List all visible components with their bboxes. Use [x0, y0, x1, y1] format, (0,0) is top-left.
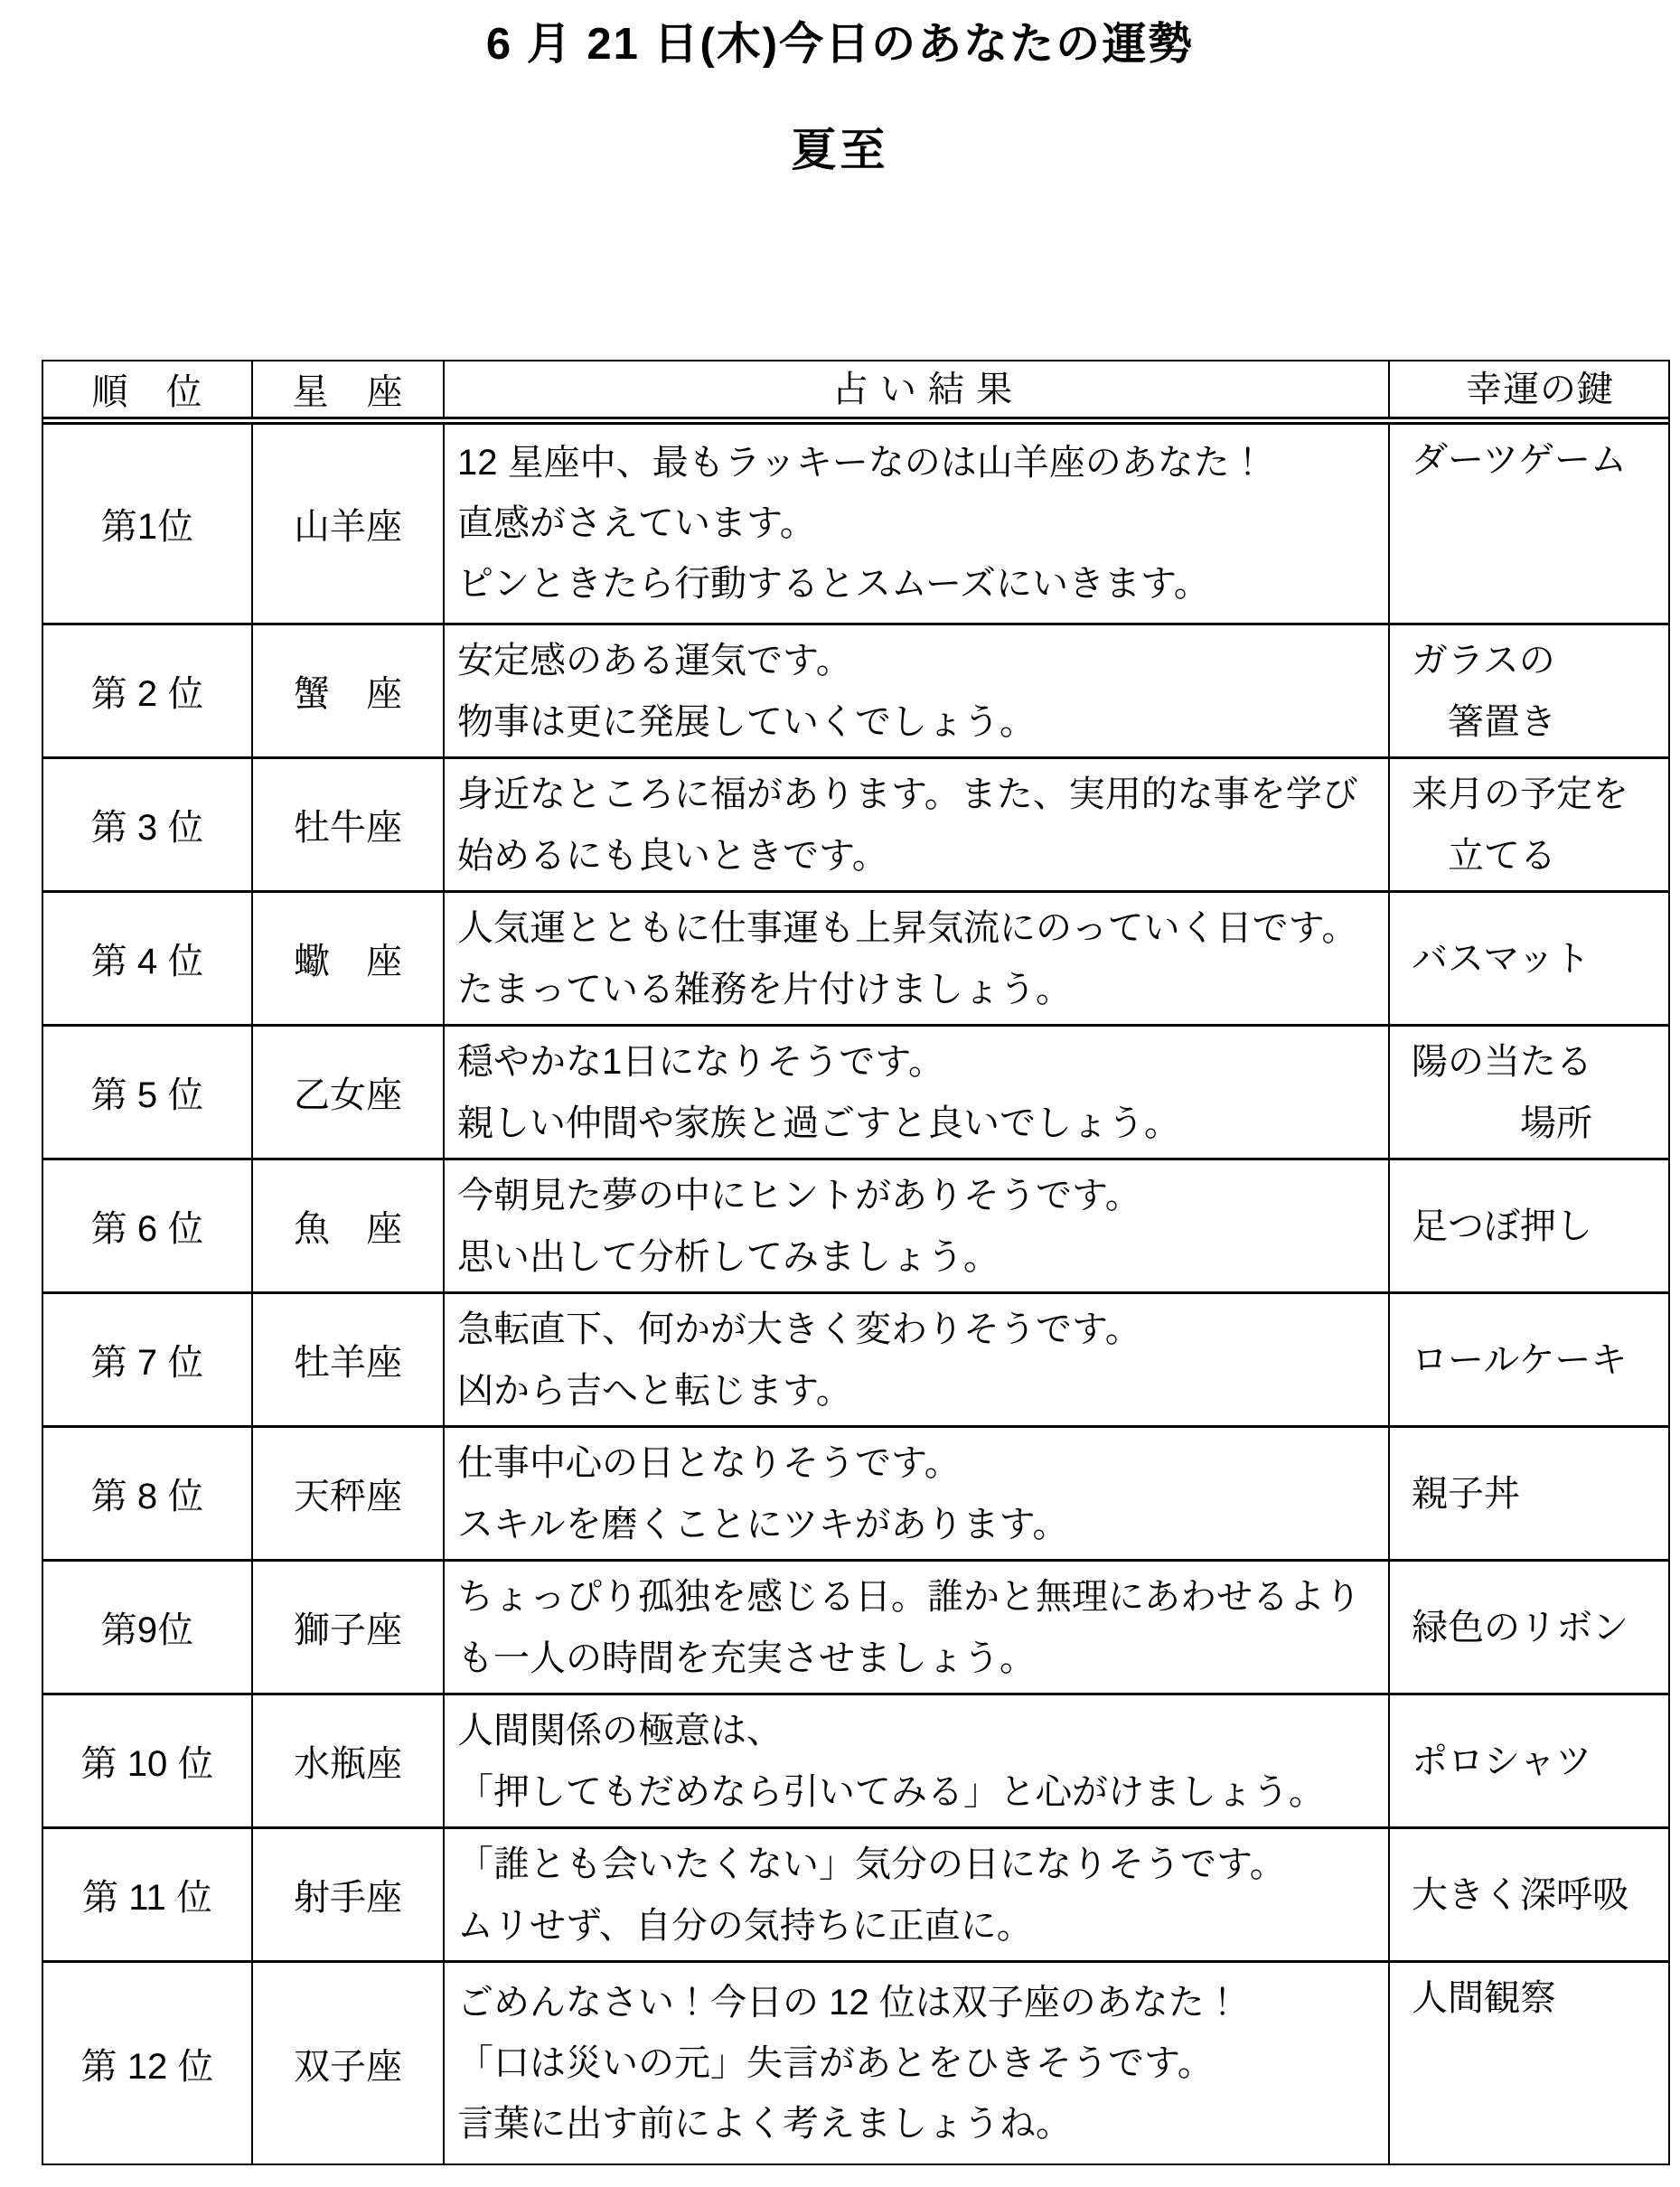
fortune-line: 人間関係の極意は、	[457, 1710, 783, 1751]
rank-cell: 第 12 位	[43, 1963, 253, 2164]
table-body	[43, 425, 1668, 2164]
fortune-line: 穏やかな1日になりそうです。	[457, 1041, 945, 1082]
fortune-line: 「押してもだめなら引いてみる」と心がけましょう。	[457, 1771, 1325, 1812]
sign-cell: 乙女座	[253, 1027, 445, 1158]
fortune-line: たまっている雑務を片付けましょう。	[457, 969, 1072, 1009]
lucky-cell	[1390, 425, 1668, 623]
fortune-line: ちょっぴり孤独を感じる日。誰かと無理にあわせるより	[457, 1576, 1361, 1617]
fortune-line: 直感がさえています。	[457, 503, 816, 543]
table-row	[43, 1160, 1668, 1294]
fortune-cell	[445, 1160, 1390, 1291]
fortune-cell	[445, 1695, 1390, 1826]
fortune-line: 安定感のある運気です。	[457, 640, 852, 681]
lucky-cell	[1390, 1695, 1668, 1826]
page-subtitle: 夏至	[791, 125, 889, 175]
fortune-cell	[445, 759, 1390, 890]
table-row	[43, 425, 1668, 625]
fortune-cell	[445, 1963, 1390, 2164]
fortune-line: スキルを磨くことにツキがあります。	[457, 1504, 1069, 1544]
lucky-line: 立てる	[1412, 835, 1556, 876]
lucky-cell	[1390, 759, 1668, 890]
fortune-line: 人気運とともに仕事運も上昇気流にのっていく日です。	[457, 907, 1358, 948]
lucky-line: 大きく深呼吸	[1412, 1874, 1628, 1915]
lucky-cell	[1390, 1027, 1668, 1158]
fortune-line: ごめんなさい！今日の 12 位は双子座のあなた！	[457, 1982, 1241, 2023]
table-row	[43, 1963, 1668, 2164]
fortune-cell	[445, 425, 1390, 623]
fortune-line: 思い出して分析してみましょう。	[457, 1236, 1000, 1277]
lucky-cell	[1390, 625, 1668, 756]
sign-cell: 牡羊座	[253, 1294, 445, 1425]
table-row	[43, 1428, 1668, 1562]
lucky-line: 来月の予定を	[1412, 774, 1628, 814]
rank-cell: 第 8 位	[43, 1428, 253, 1559]
lucky-line: ガラスの	[1412, 640, 1555, 681]
sign-cell: 魚 座	[253, 1160, 445, 1291]
rank-cell: 第 11 位	[43, 1829, 253, 1960]
table-row	[43, 759, 1668, 893]
lucky-line: 親子丼	[1412, 1473, 1520, 1514]
fortune-line: 凶から吉へと転じます。	[457, 1370, 852, 1411]
rank-cell: 第 10 位	[43, 1695, 253, 1826]
table-row	[43, 1695, 1668, 1829]
sign-cell: 双子座	[253, 1963, 445, 2164]
rank-cell: 第 6 位	[43, 1160, 253, 1291]
page-title: 6 月 21 日(木)今日のあなたの運勢	[485, 20, 1195, 69]
sign-cell: 山羊座	[253, 425, 445, 623]
lucky-line: ポロシャツ	[1412, 1741, 1592, 1781]
sign-cell: 天秤座	[253, 1428, 445, 1559]
lucky-line: 陽の当たる	[1412, 1041, 1592, 1082]
table-row	[43, 625, 1668, 759]
fortune-line: 「誰とも会いたくない」気分の日になりそうです。	[457, 1844, 1286, 1884]
lucky-line: ロールケーキ	[1412, 1339, 1628, 1380]
rank-cell: 第 4 位	[43, 893, 253, 1024]
rank-cell: 第 7 位	[43, 1294, 253, 1425]
sign-cell: 牡牛座	[253, 759, 445, 890]
lucky-cell	[1390, 1294, 1668, 1425]
table-row	[43, 1294, 1668, 1428]
fortune-line: 言葉に出す前によく考えましょうね。	[457, 2103, 1072, 2144]
sign-cell: 蠍 座	[253, 893, 445, 1024]
fortune-line: 12 星座中、最もラッキーなのは山羊座のあなた！	[457, 443, 1266, 483]
lucky-cell	[1390, 1963, 1668, 2164]
lucky-line: 箸置き	[1412, 701, 1556, 742]
lucky-cell	[1390, 1562, 1668, 1693]
lucky-line: バスマット	[1412, 938, 1591, 979]
fortune-cell	[445, 1829, 1390, 1960]
rank-cell: 第 5 位	[43, 1027, 253, 1158]
lucky-line: 人間観察	[1412, 1978, 1556, 2018]
fortune-cell	[445, 893, 1390, 1024]
sign-cell: 射手座	[253, 1829, 445, 1960]
table-row	[43, 1027, 1668, 1160]
rank-cell: 第 3 位	[43, 759, 253, 890]
rank-cell: 第 2 位	[43, 625, 253, 756]
fortune-line: 物事は更に発展していくでしょう。	[457, 701, 1036, 742]
fortune-line: 仕事中心の日となりそうです。	[457, 1442, 961, 1483]
fortune-cell	[445, 1027, 1390, 1158]
table-row	[43, 1829, 1668, 1963]
fortune-cell	[445, 1428, 1390, 1559]
fortune-line: 「口は災いの元」失言があとをひきそうです。	[457, 2042, 1214, 2083]
table-row	[43, 1562, 1668, 1695]
fortune-line: ムリせず、自分の気持ちに正直に。	[457, 1905, 1033, 1946]
table-row	[43, 893, 1668, 1027]
fortune-line: 親しい仲間や家族と過ごすと良いでしょう。	[457, 1103, 1180, 1143]
lucky-cell	[1390, 1829, 1668, 1960]
fortune-line: ピンときたら行動するとスムーズにいきます。	[457, 564, 1210, 604]
fortune-table	[42, 360, 1670, 2165]
fortune-cell	[445, 1562, 1390, 1693]
lucky-cell	[1390, 893, 1668, 1024]
sign-cell: 水瓶座	[253, 1695, 445, 1826]
sign-cell: 蟹 座	[253, 625, 445, 756]
fortune-line: 身近なところに福があります。また、実用的な事を学び	[457, 774, 1358, 814]
fortune-cell	[445, 625, 1390, 756]
rank-cell: 第9位	[43, 1562, 253, 1693]
lucky-line: 足つぼ押し	[1412, 1206, 1592, 1246]
fortune-cell	[445, 1294, 1390, 1425]
header-lucky: 幸運の鍵	[1466, 369, 1614, 409]
lucky-line: ダーツゲーム	[1412, 440, 1627, 480]
lucky-cell	[1390, 1428, 1668, 1559]
header-fortune: 占 い 結 果	[445, 361, 1390, 417]
header-sign: 星 座	[253, 361, 445, 417]
header-rank: 順 位	[43, 361, 253, 417]
lucky-cell	[1390, 1160, 1668, 1291]
lucky-line: 場所	[1412, 1103, 1592, 1143]
fortune-line: 始めるにも良いときです。	[457, 835, 888, 876]
rank-cell: 第1位	[43, 425, 253, 623]
fortune-line: 急転直下、何かが大きく変わりそうです。	[457, 1309, 1141, 1349]
fortune-line: も一人の時間を充実させましょう。	[457, 1638, 1036, 1678]
lucky-line: 緑色のリボン	[1412, 1607, 1628, 1647]
sign-cell: 獅子座	[253, 1562, 445, 1693]
fortune-line: 今朝見た夢の中にヒントがありそうです。	[457, 1175, 1141, 1216]
table-header-row	[43, 361, 1668, 425]
